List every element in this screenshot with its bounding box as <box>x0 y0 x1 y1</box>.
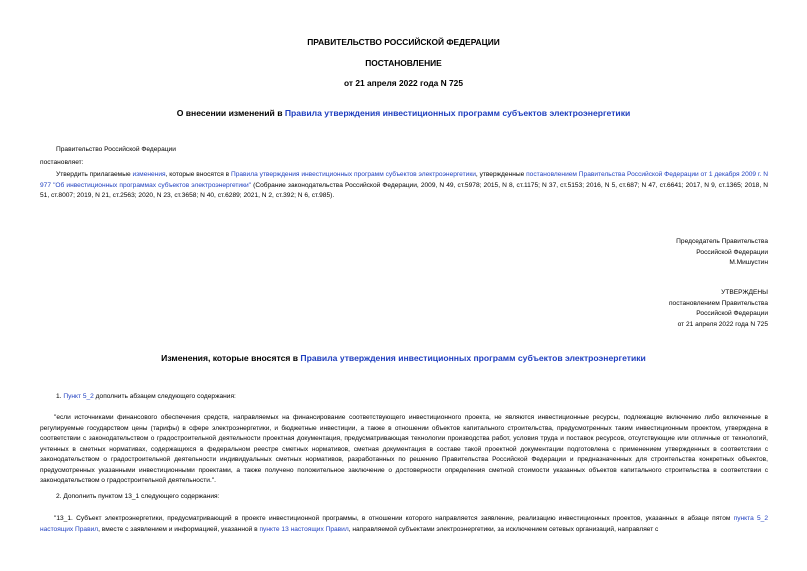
document-title <box>0 108 807 118</box>
approved-date: от 21 апреля 2022 года N 725 <box>677 320 768 328</box>
approved-by: постановлением Правительства <box>668 299 768 307</box>
doc-type-heading: ПОСТАНОВЛЕНИЕ <box>365 58 442 68</box>
changes-link[interactable]: изменения <box>132 171 166 178</box>
item-13-rules-link[interactable]: пункте 13 настоящих Правил <box>259 525 349 533</box>
government-heading: ПРАВИТЕЛЬСТВО РОССИЙСКОЙ ФЕДЕРАЦИИ <box>307 37 500 47</box>
item-5-2-rules-link[interactable]: пункта 5_2 настоящих Правил <box>40 515 768 533</box>
quote-2-paragraph <box>40 514 768 535</box>
government-line: Правительство Российской Федерации <box>56 146 176 153</box>
decree-977-link[interactable]: постановлением Правительства Российской Федерации от 1 декабря 2009 г. N 977 "Об инвестиционных программах субъектов электроэнергетики" <box>40 171 768 189</box>
quote-2-text-c: , направляемой субъектами электроэнергетики, за исключением сетевых организаций, направляет с <box>348 525 659 533</box>
item-1-number: 1. <box>56 393 64 400</box>
p1-text-b: , которые вносятся в <box>165 171 231 178</box>
quote-1-paragraph: "если источниками финансового обеспечения средств, направляемых на финансирование соответствующего инвестиционного проекта, не являются инвестиционные ресурсы, подлежащие включению либо включенные в регулируемые государством цены (тарифы) в сфере электроэнергетики, и бюджетные инвестиции, а также в отношении объектов капитального строительства, предусмотренных таким инвестиционным проектом, утверждена в соответствии с законодательством о градостроительной деятельности проектная документация, предусматривающая технологии производства работ, условия труда и поставок ресурсов, отсутствующие или отличные от технологий, учтенных в сметных нормативах, содержащихся в федеральном реестре сметных нормативов, сметная документация в составе такой проектной документации подготовлена с применением утвержденных в соответствии с законодательством о градостроительной деятельности индивидуальных сметных нормативов, разработанных по решению Правительства Российской Федерации и предназначенных для строительства конкретных объектов, предусмотренных указанными инвестиционными проектами, а также получено положительное заключение о достоверности определения сметной стоимости указанных объектов капитального строительства в соответствии с законодательством о градостроительной деятельности.". <box>40 414 768 484</box>
title-rules-link[interactable]: Правила утверждения инвестиционных программ субъектов электроэнергетики <box>284 108 631 118</box>
item-1-text: дополнить абзацем следующего содержания: <box>93 393 236 400</box>
p1-text-a: Утвердить прилагаемые <box>56 171 133 178</box>
signature-position: Председатель Правительства <box>676 238 768 245</box>
resolution-paragraph <box>40 170 768 202</box>
changes-title-rules-link[interactable]: Правила утверждения инвестиционных программ субъектов электроэнергетики <box>300 353 646 363</box>
item-5-2-link[interactable]: Пункт 5_2 <box>63 393 94 400</box>
quote-2-text-a: "13_1. Субъект электроэнергетики, предусматривающий в проекте инвестиционной программы, в отношении которого направляется заявление, реализацию инвестиционных проектов, указанных в абзаце пятом <box>54 515 734 522</box>
item-2: 2. Дополнить пунктом 13_1 следующего содержания: <box>56 493 220 500</box>
resolves-line: постановляет: <box>40 159 84 166</box>
signature-block <box>560 237 768 269</box>
item-1 <box>56 392 236 403</box>
changes-title <box>0 353 807 363</box>
approved-block <box>560 288 768 330</box>
p1-text-c: , утвержденные <box>475 171 527 178</box>
quote-2-text-b: , вместе с заявлением и информацией, указанной в <box>98 525 260 533</box>
signature-country: Российской Федерации <box>696 248 768 256</box>
signature-name: М.Мишустин <box>729 259 768 266</box>
title-prefix: О внесении изменений в <box>176 108 285 118</box>
approved-label: УТВЕРЖДЕНЫ <box>721 289 768 296</box>
date-number-heading: от 21 апреля 2022 года N 725 <box>344 78 463 88</box>
approved-country: Российской Федерации <box>696 310 768 317</box>
p1-text-d: (Собрание законодательства Российской Федерации, 2009, N 49, ст.5978; 2015, N 8, ст.1175; N 37, ст.5153; 2016, N 5, ст.687; N 47, ст.6641; 2017, N 9, ст.1365; 2018, N 51, ст.8007; 2019, N 21, ст.2563; 2020, N 23, ст.3658; N 40, ст.6289; 2021, N 2, ст.392; N 6, ст.985). <box>40 181 769 199</box>
rules-link[interactable]: Правила утверждения инвестиционных программ субъектов электроэнергетики <box>230 171 476 178</box>
changes-title-prefix: Изменения, которые вносятся в <box>161 353 301 363</box>
